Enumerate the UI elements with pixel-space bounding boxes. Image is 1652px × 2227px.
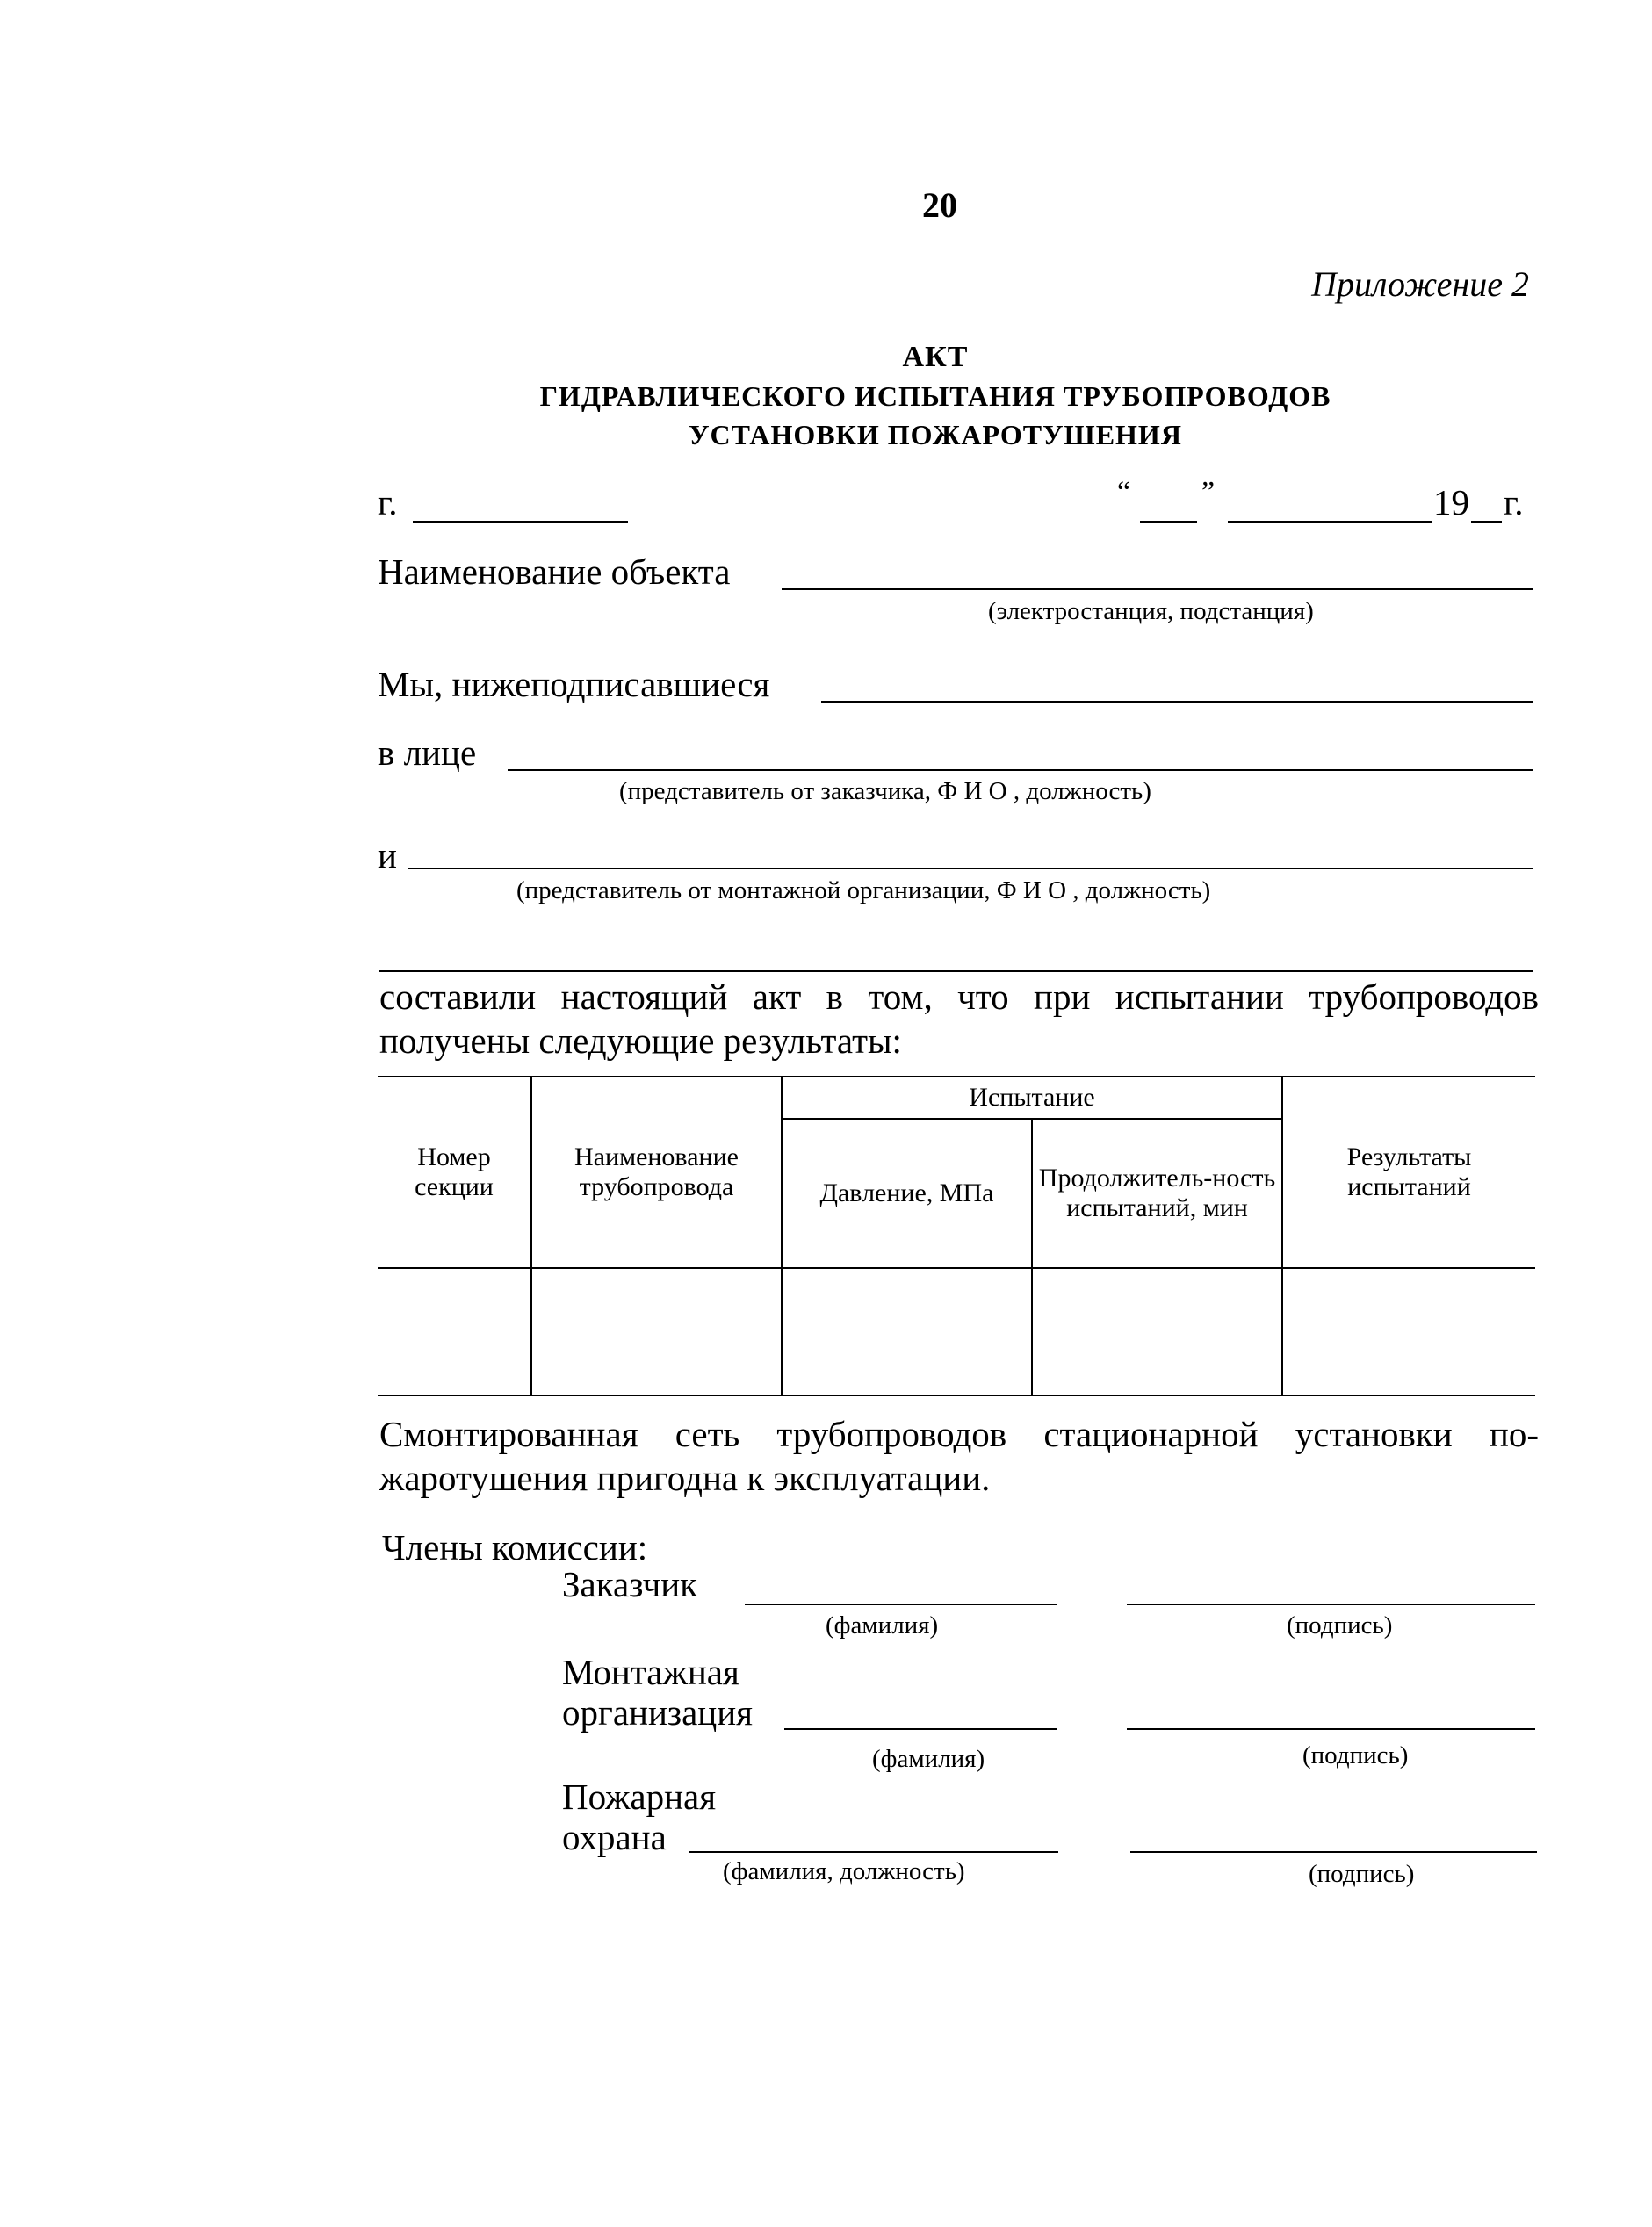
appendix-label: Приложение 2 xyxy=(1311,264,1529,304)
page-number: 20 xyxy=(922,185,957,225)
installer-signature-hint: (подпись) xyxy=(1302,1741,1409,1769)
city-prefix: г. xyxy=(378,482,398,523)
object-field[interactable] xyxy=(782,588,1533,590)
title-line-1: АКТ xyxy=(902,341,969,373)
header-test-results: Результаты испытаний xyxy=(1282,1077,1535,1268)
table-cell-pipeline[interactable] xyxy=(531,1268,782,1395)
document-title xyxy=(492,338,1379,454)
installer-surname-hint: (фамилия) xyxy=(872,1745,985,1773)
header-duration: Продолжитель-ность испытаний, мин xyxy=(1032,1119,1282,1268)
customer-signature-field[interactable] xyxy=(1127,1604,1535,1605)
date-month-field[interactable] xyxy=(1228,521,1432,523)
date-year-suffix: г. xyxy=(1504,482,1524,523)
table-cell-pressure[interactable] xyxy=(782,1268,1032,1395)
and-hint: (представитель от монтажной организации, Ф И О , должность) xyxy=(516,876,1211,904)
person-field[interactable] xyxy=(508,769,1533,771)
installer-surname-field[interactable] xyxy=(784,1728,1057,1730)
undersigned-label: Мы, нижеподписавшиеся xyxy=(378,664,770,704)
fire-label-line1: Пожарная xyxy=(562,1777,717,1817)
header-section-number: Номер секции xyxy=(378,1077,531,1268)
installer-signature-field[interactable] xyxy=(1127,1728,1535,1730)
conclusion-paragraph: Смонтированная сеть трубопроводов стационарной установки по-жаротушения пригодна к эксплуатации. xyxy=(379,1414,1539,1498)
customer-surname-field[interactable] xyxy=(745,1604,1057,1605)
undersigned-field[interactable] xyxy=(821,701,1533,703)
title-line-3: УСТАНОВКИ ПОЖАРОТУШЕНИЯ xyxy=(689,419,1182,450)
installer-label-line2: организация xyxy=(562,1692,754,1733)
commission-label: Члены комиссии: xyxy=(382,1527,648,1568)
person-label: в лице xyxy=(378,732,477,773)
table-cell-results[interactable] xyxy=(1282,1268,1535,1395)
person-hint: (представитель от заказчика, Ф И О , должность) xyxy=(619,777,1151,805)
city-field[interactable] xyxy=(413,521,628,523)
fire-signature-field[interactable] xyxy=(1130,1851,1537,1853)
date-quote-close: ” xyxy=(1201,476,1216,508)
date-year-field[interactable] xyxy=(1471,521,1502,523)
fire-signature-hint: (подпись) xyxy=(1309,1860,1415,1888)
and-field[interactable] xyxy=(408,868,1533,869)
date-year-prefix: 19 xyxy=(1433,482,1469,523)
customer-surname-hint: (фамилия) xyxy=(826,1611,939,1640)
table-row xyxy=(378,1268,1535,1395)
header-pressure: Давление, МПа xyxy=(782,1119,1032,1268)
header-pipeline-name: Наименование трубопровода xyxy=(531,1077,782,1268)
fire-surname-field[interactable] xyxy=(689,1851,1058,1853)
installer-label-line1: Монтажная xyxy=(562,1652,739,1692)
header-test-group: Испытание xyxy=(782,1077,1282,1119)
title-line-2: ГИДРАВЛИЧЕСКОГО ИСПЫТАНИЯ ТРУБОПРОВОДОВ xyxy=(539,380,1331,412)
fire-surname-hint: (фамилия, должность) xyxy=(723,1857,965,1885)
results-table xyxy=(378,1076,1535,1396)
date-quote-open: “ xyxy=(1117,476,1131,508)
intro-paragraph: составили настоящий акт в том, что при испытании трубопроводов получены следующие результаты: xyxy=(379,977,1539,1061)
continuation-field[interactable] xyxy=(379,970,1533,972)
object-label: Наименование объекта xyxy=(378,551,731,592)
table-cell-duration[interactable] xyxy=(1032,1268,1282,1395)
and-label: и xyxy=(378,835,397,876)
customer-signature-hint: (подпись) xyxy=(1287,1611,1393,1640)
date-day-field[interactable] xyxy=(1140,521,1197,523)
customer-label: Заказчик xyxy=(562,1564,698,1604)
object-hint: (электростанция, подстанция) xyxy=(988,597,1314,625)
table-cell-section[interactable] xyxy=(378,1268,531,1395)
fire-label-line2: охрана xyxy=(562,1817,667,1857)
